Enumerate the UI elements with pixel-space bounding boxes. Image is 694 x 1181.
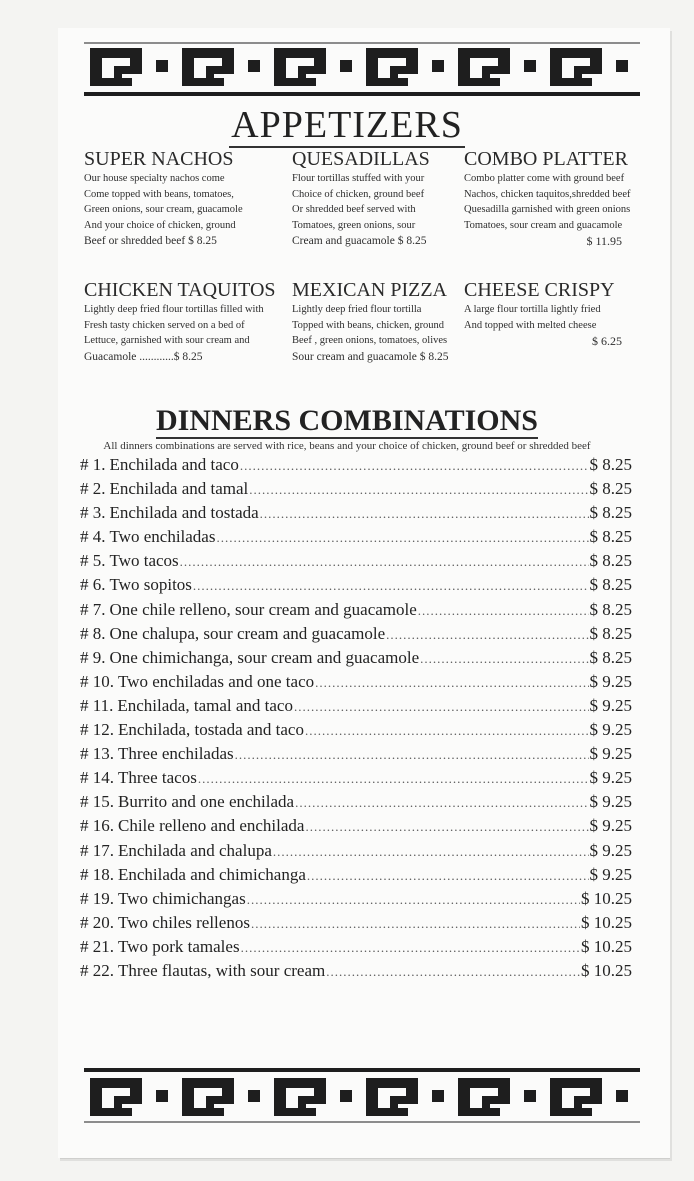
appetizer-price: $ 11.95 (586, 234, 622, 248)
dinner-number: # 19. (80, 888, 114, 908)
description-line: Tomatoes, green onions, sour (292, 219, 416, 231)
dot-leader (315, 675, 588, 691)
appetizer-name: SUPER NACHOS (84, 148, 234, 170)
dinner-number: # 8. (80, 623, 106, 643)
dinner-row (80, 575, 632, 599)
dinner-price: $ 10.25 (581, 912, 632, 932)
dot-leader (193, 578, 589, 594)
dinner-row (80, 624, 632, 648)
dinner-row (80, 792, 632, 816)
dinner-row (80, 600, 632, 624)
dinner-row (80, 768, 632, 792)
dinner-price: $ 8.25 (589, 503, 632, 523)
dinner-name: Enchilada and taco (109, 455, 239, 474)
dinner-price: $ 8.25 (589, 479, 632, 499)
page-edge (60, 1150, 670, 1159)
aztec-border-bottom (84, 1068, 640, 1124)
dinner-number: # 6. (80, 575, 106, 595)
dinner-row (80, 479, 632, 503)
dot-leader (273, 844, 589, 860)
dinner-price: $ 8.25 (589, 527, 632, 547)
dot-leader (249, 482, 588, 498)
dot-leader (305, 723, 589, 739)
description-line: Quesadilla garnished with green onions (464, 204, 631, 215)
dinner-number: # 5. (80, 551, 106, 571)
appetizer-description (292, 171, 492, 250)
dinner-number: # 17. (80, 840, 114, 860)
dot-leader (216, 530, 588, 546)
description-line: And your choice of chicken, ground (84, 219, 236, 231)
dinner-number: # 15. (80, 792, 114, 812)
dinner-price: $ 9.25 (589, 695, 632, 715)
dinner-price: $ 9.25 (589, 768, 632, 788)
dinner-price: $ 10.25 (581, 936, 632, 956)
dot-leader (240, 458, 589, 474)
dinner-price: $ 8.25 (589, 647, 632, 667)
dinner-price: $ 8.25 (589, 551, 632, 571)
dinner-price: $ 9.25 (589, 840, 632, 860)
dinner-price: $ 8.25 (589, 575, 632, 595)
appetizer-item (84, 148, 284, 250)
appetizer-item (464, 279, 664, 350)
dinner-name: Enchilada and chalupa (118, 840, 272, 860)
appetizer-item (292, 279, 492, 365)
dinner-price: $ 10.25 (581, 888, 632, 908)
dinner-row (80, 913, 632, 937)
dinner-price: $ 8.25 (589, 455, 632, 474)
dinners-note: All dinners combinations are served with rice, beans and your choice of chicken, ground beef or shredded beef (103, 440, 591, 452)
dinner-name: Two pork tamales (118, 936, 240, 956)
dinner-number: # 14. (80, 768, 114, 788)
dinner-number: # 3. (80, 503, 106, 523)
appetizer-price: Cream and guacamole $ 8.25 (292, 235, 427, 247)
dot-leader (326, 964, 580, 980)
dinner-number: # 16. (80, 816, 114, 836)
appetizer-description (464, 171, 664, 250)
dinner-number: # 20. (80, 912, 114, 932)
dinner-name: Three enchiladas (118, 744, 234, 764)
dinner-row (80, 865, 632, 889)
dinner-number: # 10. (80, 671, 114, 691)
dinner-price: $ 9.25 (589, 864, 632, 884)
appetizers-heading: APPETIZERS (231, 104, 463, 146)
dot-leader (420, 651, 588, 667)
dinner-row (80, 720, 632, 744)
dinner-row (80, 527, 632, 551)
dinner-name: Two chiles rellenos (118, 912, 250, 932)
dot-leader (235, 747, 589, 763)
dinner-number: # 12. (80, 720, 114, 740)
dinner-name: Chile relleno and enchilada (118, 816, 305, 836)
dinner-number: # 7. (80, 599, 106, 619)
dinner-price: $ 10.25 (581, 960, 632, 980)
dinner-number: # 9. (80, 647, 106, 667)
description-line: Our house specialty nachos come (84, 173, 225, 184)
description-line: Flour tortillas stuffed with your (292, 173, 425, 184)
dinner-number: # 2. (80, 479, 106, 499)
appetizer-description (464, 302, 664, 350)
dinner-name: One chalupa, sour cream and guacamole (109, 623, 386, 643)
dinner-row (80, 744, 632, 768)
dot-leader (386, 627, 588, 643)
appetizer-item (464, 148, 664, 250)
description-line: A large flour tortilla lightly fried (464, 304, 601, 315)
appetizer-item (292, 148, 492, 250)
dinner-number: # 13. (80, 744, 114, 764)
dot-leader (307, 868, 589, 884)
appetizer-price: Beef or shredded beef $ 8.25 (84, 235, 217, 247)
dinner-price: $ 8.25 (589, 599, 632, 619)
dinner-name: Two enchiladas (109, 527, 216, 547)
description-line: Lettuce, garnished with sour cream and (84, 335, 250, 346)
dinner-name: Enchilada and chimichanga (118, 864, 306, 884)
description-line: Lightly deep fried flour tortillas filled with (84, 304, 264, 315)
appetizer-price: $ 6.25 (592, 334, 622, 348)
dot-leader (247, 892, 580, 908)
dinner-number: # 22. (80, 960, 114, 980)
description-line: Choice of chicken, ground beef (292, 188, 425, 200)
dot-leader (294, 699, 589, 715)
dinner-number: # 1. (80, 455, 106, 474)
dinner-number: # 4. (80, 527, 106, 547)
dinner-price: $ 9.25 (589, 744, 632, 764)
aztec-border-icon (84, 1068, 640, 1124)
appetizer-name: QUESADILLAS (292, 148, 430, 170)
dinner-row (80, 841, 632, 865)
dinner-name: Enchilada, tostada and taco (118, 720, 304, 740)
dinner-row (80, 503, 632, 527)
dot-leader (198, 771, 589, 787)
aztec-border-top (84, 42, 640, 98)
description-line: Combo platter come with ground beef (464, 173, 625, 184)
dinner-price: $ 9.25 (589, 792, 632, 812)
dinner-row (80, 889, 632, 913)
appetizer-description (84, 302, 284, 365)
dinner-name: Enchilada and tostada (109, 503, 259, 523)
dinner-row (80, 937, 632, 961)
description-line: Nachos, chicken taquitos,shredded beef (464, 188, 631, 200)
dinner-name: One chimichanga, sour cream and guacamole (109, 647, 420, 667)
dinner-price: $ 8.25 (589, 623, 632, 643)
dot-leader (241, 940, 580, 956)
dinner-name: Enchilada and tamal (109, 479, 249, 499)
dinner-name: One chile relleno, sour cream and guacamole (109, 599, 417, 619)
dot-leader (305, 819, 588, 835)
description-line: Or shredded beef served with (292, 204, 416, 215)
dinner-row (80, 696, 632, 720)
dinner-name: Two tacos (109, 551, 179, 571)
dinners-heading: DINNERS COMBINATIONS (155, 404, 538, 437)
appetizer-name: CHEESE CRISPY (464, 279, 615, 301)
dot-leader (180, 554, 589, 570)
dot-leader (251, 916, 580, 932)
dot-leader (418, 603, 589, 619)
dinner-name: Burrito and one enchilada (118, 792, 295, 812)
dot-leader (295, 795, 588, 811)
appetizer-description (84, 171, 284, 250)
dinner-price: $ 9.25 (589, 816, 632, 836)
dinner-price: $ 9.25 (589, 720, 632, 740)
appetizer-price: Sour cream and guacamole $ 8.25 (292, 350, 449, 363)
appetizer-description (292, 302, 492, 365)
dinner-row (80, 648, 632, 672)
description-line: Lightly deep fried flour tortilla (292, 304, 422, 315)
description-line: Topped with beans, chicken, ground (292, 319, 445, 331)
dinner-number: # 21. (80, 936, 114, 956)
description-line: Beef , green onions, tomatoes, olives (292, 335, 448, 346)
description-line: Come topped with beans, tomatoes, (84, 188, 234, 200)
dinner-name: Two sopitos (109, 575, 192, 595)
description-line: Fresh tasty chicken served on a bed of (84, 319, 245, 331)
description-line: And topped with melted cheese (464, 319, 597, 331)
dinner-row (80, 961, 632, 985)
dinner-row (80, 455, 632, 479)
dinner-number: # 18. (80, 864, 114, 884)
dinner-name: Two enchiladas and one taco (118, 671, 315, 691)
dinner-row (80, 672, 632, 696)
appetizer-name: COMBO PLATTER (464, 148, 628, 170)
appetizer-item (84, 279, 284, 365)
dinner-price: $ 9.25 (589, 671, 632, 691)
description-line: Green onions, sour cream, guacamole (84, 204, 243, 215)
aztec-border-icon (84, 42, 640, 98)
dinners-list (80, 455, 632, 985)
description-line: Tomatoes, sour cream and guacamole (464, 219, 623, 231)
dinner-number: # 11. (80, 695, 114, 715)
appetizer-name: MEXICAN PIZZA (292, 279, 447, 301)
dot-leader (260, 506, 589, 522)
dinner-name: Enchilada, tamal and taco (117, 695, 293, 715)
appetizer-name: CHICKEN TAQUITOS (84, 279, 276, 301)
dinner-name: Two chimichangas (118, 888, 246, 908)
dinner-name: Three flautas, with sour cream (118, 960, 326, 980)
dinner-row (80, 551, 632, 575)
dinner-row (80, 816, 632, 840)
dinner-name: Three tacos (118, 768, 197, 788)
appetizer-price: Guacamole ............$ 8.25 (84, 350, 203, 363)
